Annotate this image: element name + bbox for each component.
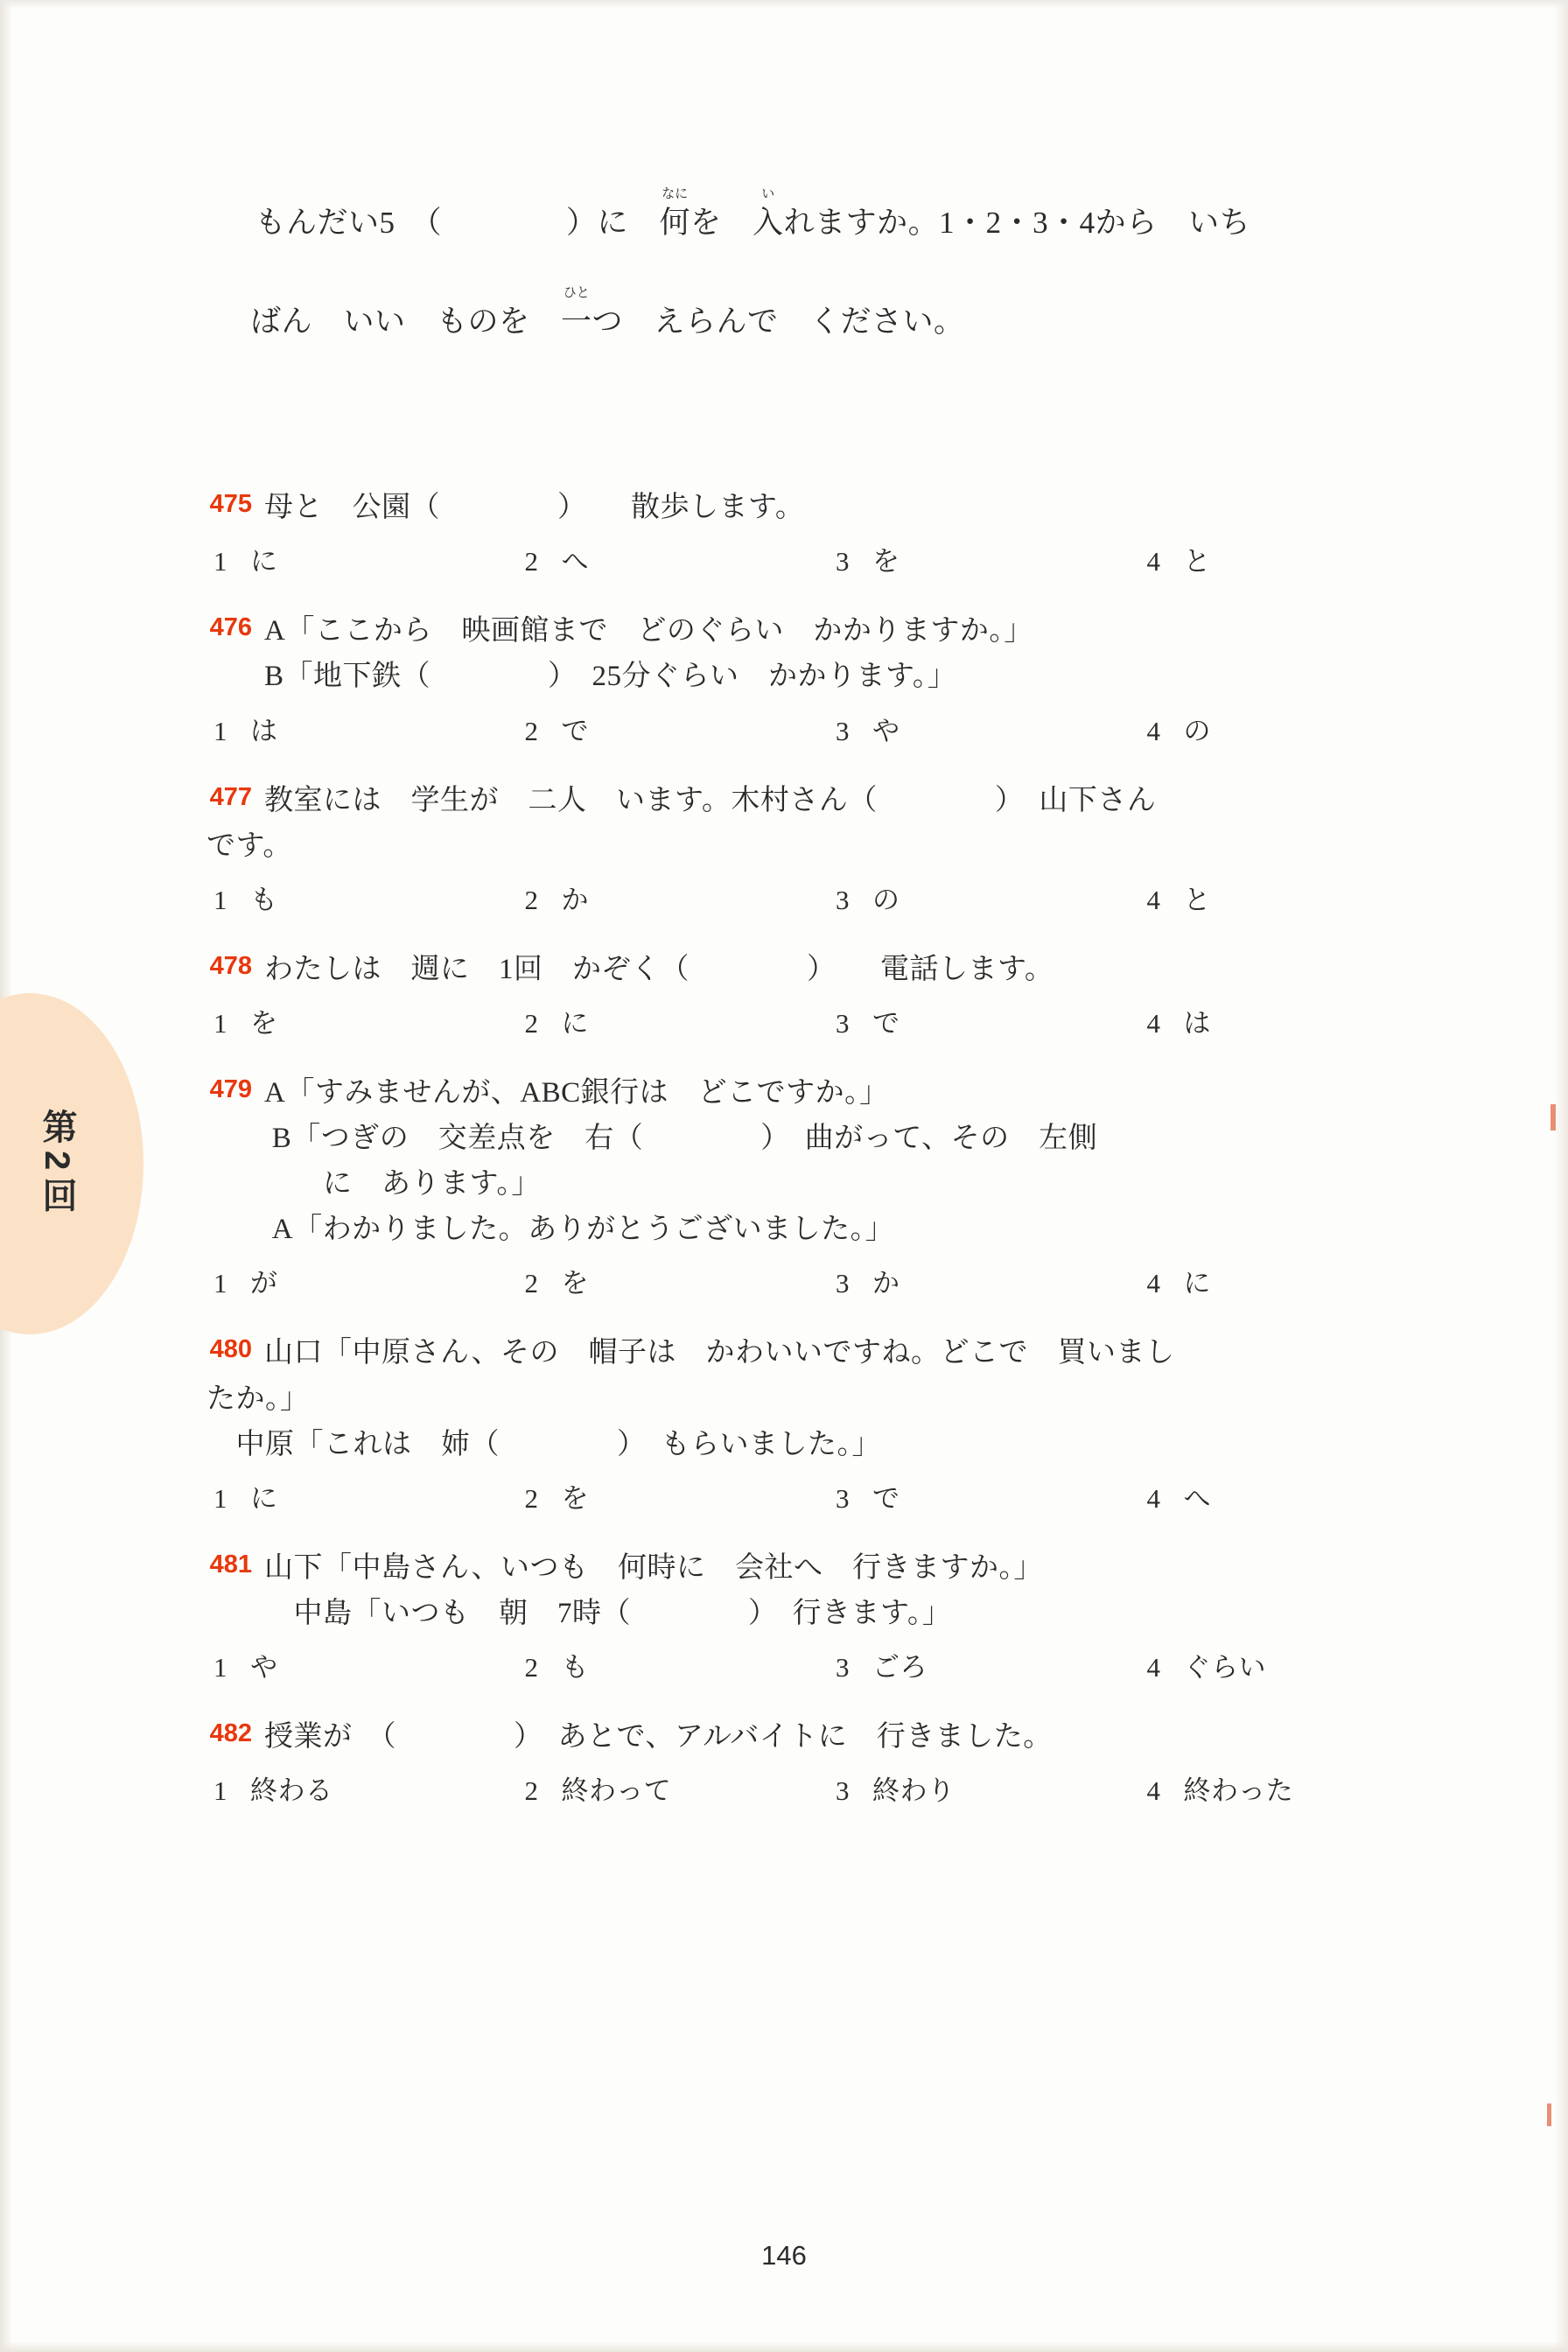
- question-body: [264, 1330, 1458, 1376]
- choice-number: 4: [1146, 884, 1161, 915]
- section-tab-label: 第2回: [38, 1108, 76, 1220]
- choice-list: [206, 878, 1458, 917]
- choice-number: 3: [836, 1482, 850, 1514]
- choice-option[interactable]: [214, 709, 525, 748]
- question-head: [206, 1545, 1458, 1636]
- choice-number: 3: [836, 1007, 850, 1039]
- question-text-line: B「つぎの 交差点を 右（ ） 曲がって、その 左側: [264, 1123, 1098, 1154]
- choice-number: 3: [836, 1268, 850, 1299]
- choice-option[interactable]: [214, 539, 525, 578]
- question-body: [264, 947, 1458, 992]
- choice-option[interactable]: [836, 1768, 1147, 1808]
- question-text-line: 授業が （ ） あとで、アルバイトに 行きました。: [264, 1721, 1053, 1753]
- choice-label: へ: [1183, 1482, 1211, 1514]
- choice-label: へ: [561, 546, 589, 578]
- choice-option[interactable]: [836, 1001, 1147, 1040]
- choice-option[interactable]: [214, 1001, 525, 1040]
- choice-label: は: [1183, 1007, 1211, 1039]
- choice-label: や: [250, 1652, 278, 1683]
- question-item: [206, 778, 1458, 917]
- choice-number: 1: [214, 1007, 228, 1039]
- choice-label: で: [872, 1007, 900, 1039]
- question-number: 479: [209, 1074, 252, 1103]
- question-head: [206, 947, 1458, 992]
- choice-label: で: [561, 715, 589, 746]
- question-number: 478: [209, 951, 252, 980]
- question-text-line: 母と 公園（ ） 散歩します。: [264, 492, 805, 524]
- choice-label: 終わった: [1183, 1775, 1294, 1807]
- choice-option[interactable]: [836, 709, 1147, 748]
- instructions-line1-part1: もんだい5 （ ）に: [255, 205, 660, 240]
- choice-number: 4: [1146, 1652, 1161, 1683]
- choice-list: [206, 1001, 1458, 1040]
- question-head: [206, 1070, 1458, 1253]
- choice-number: 1: [214, 546, 228, 578]
- choice-option[interactable]: [1147, 539, 1459, 578]
- question-number: 480: [209, 1335, 252, 1364]
- choice-list: [206, 1645, 1458, 1684]
- section-tab: [0, 993, 144, 1334]
- question-body: [264, 1545, 1458, 1636]
- ruby-nani-reading: なに: [662, 186, 689, 201]
- ruby-hitotsu: [561, 286, 592, 340]
- question-item: [206, 947, 1458, 1040]
- choice-label: か: [872, 1268, 900, 1299]
- choice-label: に: [1183, 1268, 1211, 1299]
- choice-label: ぐらい: [1183, 1652, 1266, 1683]
- choice-number: 3: [836, 546, 850, 578]
- question-text-line: です。: [206, 830, 292, 862]
- choice-option[interactable]: [1147, 709, 1459, 748]
- question-body: [264, 1714, 1458, 1760]
- choice-label: か: [561, 884, 589, 915]
- choice-option[interactable]: [214, 878, 525, 917]
- question-text-line: A「ここから 映画館まで どのぐらい かかりますか。」: [264, 615, 1033, 648]
- choice-list: [206, 1476, 1458, 1516]
- question-head: [206, 1714, 1458, 1760]
- question-number: 476: [209, 613, 252, 642]
- choice-label: も: [561, 1652, 589, 1683]
- question-text-line: B「地下鉄（ ） 25分ぐらい かかります。」: [264, 661, 957, 693]
- ruby-hitotsu-reading: ひと: [563, 286, 590, 301]
- ruby-nani-base: 何: [659, 205, 691, 240]
- choice-label: に: [250, 1482, 278, 1514]
- page-edge-shadow-bottom: [0, 2342, 1568, 2352]
- choice-option[interactable]: [214, 1645, 525, 1684]
- choice-label: に: [250, 546, 278, 578]
- page-number: 146: [761, 2240, 807, 2271]
- choice-option[interactable]: [1147, 1001, 1459, 1040]
- choice-label: と: [1183, 884, 1211, 915]
- choice-option[interactable]: [525, 878, 836, 917]
- ruby-i-reading: い: [761, 186, 775, 201]
- choice-number: 4: [1146, 715, 1161, 746]
- instructions-line1-part2: を: [690, 205, 753, 240]
- choice-label: が: [250, 1268, 278, 1299]
- choice-list: [206, 709, 1458, 748]
- question-item: [206, 1545, 1458, 1684]
- choice-option[interactable]: [525, 1261, 836, 1300]
- question-number: 475: [209, 490, 252, 519]
- question-text-line: A「わかりました。ありがとうございました。」: [264, 1214, 895, 1246]
- choice-option[interactable]: [836, 539, 1147, 578]
- choice-number: 4: [1146, 1007, 1161, 1039]
- choice-option[interactable]: [525, 539, 836, 578]
- choice-option[interactable]: [525, 1645, 836, 1684]
- question-item: [206, 1070, 1458, 1301]
- instructions-block: [206, 149, 1458, 446]
- choice-list: [206, 1261, 1458, 1300]
- ruby-hitotsu-base: 一: [561, 304, 592, 340]
- choice-option[interactable]: [525, 709, 836, 748]
- question-text-line: たか。」: [206, 1382, 310, 1415]
- question-text-line: 山口「中原さん、その 帽子は かわいいですね。どこで 買いまし: [264, 1337, 1175, 1369]
- choice-label: は: [250, 715, 278, 746]
- choice-number: 3: [836, 884, 850, 915]
- choice-number: 2: [524, 884, 539, 915]
- choice-number: 3: [836, 1652, 850, 1683]
- choice-option[interactable]: [1147, 1768, 1459, 1808]
- choice-number: 4: [1146, 1775, 1161, 1807]
- choice-number: 1: [214, 715, 228, 746]
- choice-number: 2: [524, 1652, 539, 1683]
- choice-number: 1: [214, 884, 228, 915]
- choice-number: 1: [214, 1652, 228, 1683]
- instructions-line2: [250, 286, 1458, 347]
- choice-option[interactable]: [1147, 878, 1459, 917]
- choice-label: に: [561, 1007, 589, 1039]
- question-number: 482: [209, 1719, 252, 1747]
- question-body: [264, 485, 1458, 530]
- question-text-line: 山下「中島さん、いつも 何時に 会社へ 行きますか。」: [264, 1551, 1043, 1584]
- ruby-nani: [659, 186, 691, 240]
- choice-option[interactable]: [836, 1261, 1147, 1300]
- page-speck: [1547, 2104, 1551, 2126]
- page-edge-shadow-right: [1554, 0, 1568, 2352]
- choice-number: 3: [836, 715, 850, 746]
- ruby-i: [752, 186, 784, 240]
- question-item: [206, 1330, 1458, 1515]
- choice-label: 終わって: [561, 1775, 672, 1807]
- choice-number: 4: [1146, 1268, 1161, 1299]
- question-text-line: に あります。」: [264, 1168, 541, 1200]
- choice-number: 2: [524, 1268, 539, 1299]
- question-head: [206, 485, 1458, 530]
- choice-number: 4: [1146, 1482, 1161, 1514]
- question-item: [206, 608, 1458, 747]
- choice-label: ごろ: [872, 1652, 928, 1683]
- question-body: [264, 608, 1458, 699]
- choice-label: で: [872, 1482, 900, 1514]
- choice-number: 2: [524, 715, 539, 746]
- choice-label: 終わり: [872, 1775, 956, 1807]
- choice-option[interactable]: [525, 1476, 836, 1516]
- choice-number: 2: [524, 1007, 539, 1039]
- question-body: [264, 1070, 1458, 1253]
- choice-list: [206, 1768, 1458, 1808]
- choice-option[interactable]: [1147, 1645, 1459, 1684]
- question-continuation: [206, 823, 1458, 869]
- question-text-line: 中島「いつも 朝 7時（ ） 行きます。」: [264, 1597, 952, 1629]
- choice-option[interactable]: [836, 1645, 1147, 1684]
- choice-list: [206, 539, 1458, 578]
- page-speck: [1550, 1104, 1556, 1130]
- question-item: [206, 1714, 1458, 1808]
- choice-label: の: [872, 884, 900, 915]
- exercise-content: [206, 149, 1458, 1838]
- choice-label: を: [250, 1007, 278, 1039]
- question-head: [206, 1330, 1458, 1376]
- choice-label: も: [250, 884, 278, 915]
- choice-option[interactable]: [1147, 1261, 1459, 1300]
- choice-option[interactable]: [214, 1768, 525, 1808]
- question-number: 477: [209, 782, 252, 811]
- choice-option[interactable]: [1147, 1476, 1459, 1516]
- question-head: [206, 778, 1458, 823]
- question-number: 481: [209, 1550, 252, 1578]
- choice-label: 終わる: [250, 1775, 333, 1807]
- question-head: [206, 608, 1458, 699]
- choice-label: を: [561, 1268, 589, 1299]
- choice-number: 4: [1146, 546, 1161, 578]
- choice-number: 2: [524, 546, 539, 578]
- choice-number: 1: [214, 1482, 228, 1514]
- question-text-line: わたしは 週に 1回 かぞく（ ） 電話します。: [264, 953, 1054, 985]
- choice-label: と: [1183, 546, 1211, 578]
- question-text-line: 教室には 学生が 二人 います。木村さん（ ） 山下さん: [264, 784, 1157, 816]
- instructions-line2-part1: ばん いい ものを: [250, 304, 562, 340]
- choice-label: の: [1183, 715, 1211, 746]
- choice-option[interactable]: [836, 1476, 1147, 1516]
- question-body: [264, 778, 1458, 823]
- page-edge-shadow-top: [0, 0, 1568, 9]
- choice-option[interactable]: [836, 878, 1147, 917]
- choice-option[interactable]: [214, 1476, 525, 1516]
- question-continuation: [206, 1376, 1458, 1467]
- instructions-line2-part2: つ えらんで ください。: [592, 304, 965, 340]
- choice-number: 2: [524, 1775, 539, 1807]
- choice-option[interactable]: [525, 1001, 836, 1040]
- choice-number: 2: [524, 1482, 539, 1514]
- choice-label: を: [561, 1482, 589, 1514]
- choice-option[interactable]: [525, 1768, 836, 1808]
- choice-number: 1: [214, 1268, 228, 1299]
- instructions-line1-part3: れますか。1・2・3・4から いち: [783, 205, 1251, 240]
- choice-number: 1: [214, 1775, 228, 1807]
- choice-label: や: [872, 715, 900, 746]
- ruby-i-base: 入: [752, 205, 784, 240]
- question-item: [206, 485, 1458, 578]
- choice-option[interactable]: [214, 1261, 525, 1300]
- choice-label: を: [872, 546, 900, 578]
- choice-number: 3: [836, 1775, 850, 1807]
- question-text-line: 中原「これは 姉（ ） もらいました。」: [206, 1428, 881, 1460]
- question-text-line: A「すみませんが、ABC銀行は どこですか。」: [264, 1076, 889, 1109]
